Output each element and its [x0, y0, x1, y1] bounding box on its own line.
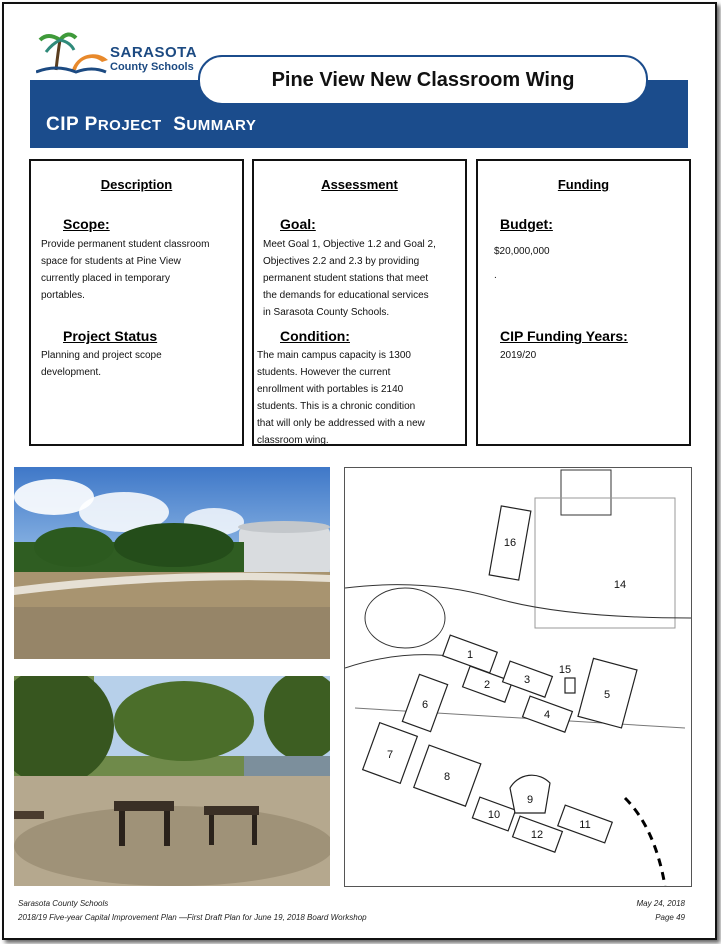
- status-text: [41, 347, 162, 381]
- plan-label: 14: [613, 579, 627, 591]
- goal-text: [263, 236, 436, 321]
- goal-line: Meet Goal 1, Objective 1.2 and Goal 2,: [263, 239, 436, 250]
- picnic-area-photo: [14, 676, 330, 886]
- description-box: [29, 159, 244, 446]
- subtitle-p: P: [84, 114, 98, 135]
- status-line: development.: [41, 367, 102, 378]
- assessment-heading: Assessment: [321, 177, 398, 192]
- goal-line: the demands for educational services: [263, 290, 429, 301]
- plan-label: 12: [530, 829, 544, 841]
- subtitle-s: S: [173, 114, 187, 135]
- funding-heading: Funding: [557, 177, 610, 192]
- goal-line: in Sarasota County Schools.: [263, 307, 390, 318]
- plan-label: 6: [421, 699, 429, 711]
- condition-line: students. However the current: [257, 367, 391, 378]
- budget-heading: Budget:: [500, 216, 553, 232]
- plan-label: 7: [386, 749, 394, 761]
- assessment-box: [252, 159, 467, 446]
- footer-plan: 2018/19 Five-year Capital Improvement Plan —First Draft Plan for June 19, 2018 Board Workshop: [18, 913, 367, 922]
- logo-line1: SARASOTA: [110, 44, 198, 61]
- goal-line: Objectives 2.2 and 2.3 by providing: [263, 256, 420, 267]
- campus-field-photo: [14, 467, 330, 659]
- scope-line: portables.: [41, 290, 85, 301]
- condition-text: [257, 347, 425, 449]
- plan-label: 5: [603, 689, 611, 701]
- plan-label: 2: [483, 679, 491, 691]
- funding-years-value: 2019/20: [500, 350, 537, 361]
- budget-dot: .: [494, 270, 497, 281]
- funding-years-heading: CIP Funding Years:: [500, 328, 628, 344]
- condition-line: enrollment with portables is 2140: [257, 384, 404, 395]
- footer-date: May 24, 2018: [636, 899, 685, 908]
- condition-line: students. This is a chronic condition: [257, 401, 416, 412]
- district-logo: [36, 30, 226, 80]
- site-plan-diagram: [344, 467, 692, 887]
- description-heading: Description: [100, 177, 173, 192]
- title-pill: [198, 55, 648, 105]
- page-subtitle: [46, 114, 256, 136]
- plan-label: 10: [487, 809, 501, 821]
- page-title: Pine View New Classroom Wing: [271, 68, 575, 91]
- scope-text: [41, 236, 209, 304]
- subtitle-ummary: UMMARY: [186, 117, 257, 134]
- scope-line: Provide permanent student classroom: [41, 239, 210, 250]
- plan-label: 15: [558, 664, 572, 676]
- condition-line: classroom wing.: [257, 435, 329, 446]
- budget-value: $20,000,000: [494, 246, 550, 257]
- subtitle-roject: ROJECT: [97, 117, 162, 134]
- plan-label: 11: [579, 819, 591, 831]
- footer-page: Page 49: [655, 913, 685, 922]
- condition-line: that will only be addressed with a new: [257, 418, 425, 429]
- scope-line: currently placed in temporary: [41, 273, 170, 284]
- logo-line2: County Schools: [110, 61, 194, 73]
- goal-line: permanent student stations that meet: [263, 273, 429, 284]
- plan-label: 4: [543, 709, 551, 721]
- plan-label: 8: [443, 771, 451, 783]
- condition-heading: Condition:: [280, 328, 350, 344]
- status-line: Planning and project scope: [41, 350, 162, 361]
- plan-label: 3: [523, 674, 531, 686]
- goal-heading: Goal:: [280, 216, 316, 232]
- plan-label: 16: [503, 537, 517, 549]
- funding-box: [476, 159, 691, 446]
- footer-org: Sarasota County Schools: [18, 899, 109, 908]
- status-heading: Project Status: [63, 328, 158, 344]
- palm-sun-logo-icon: [36, 30, 110, 76]
- subtitle-cip: CIP: [46, 114, 79, 135]
- scope-heading: Scope:: [63, 216, 110, 232]
- plan-label: 9: [526, 794, 534, 806]
- condition-line: The main campus capacity is 1300: [257, 350, 411, 361]
- scope-line: space for students at Pine View: [41, 256, 181, 267]
- plan-label: 1: [466, 649, 474, 661]
